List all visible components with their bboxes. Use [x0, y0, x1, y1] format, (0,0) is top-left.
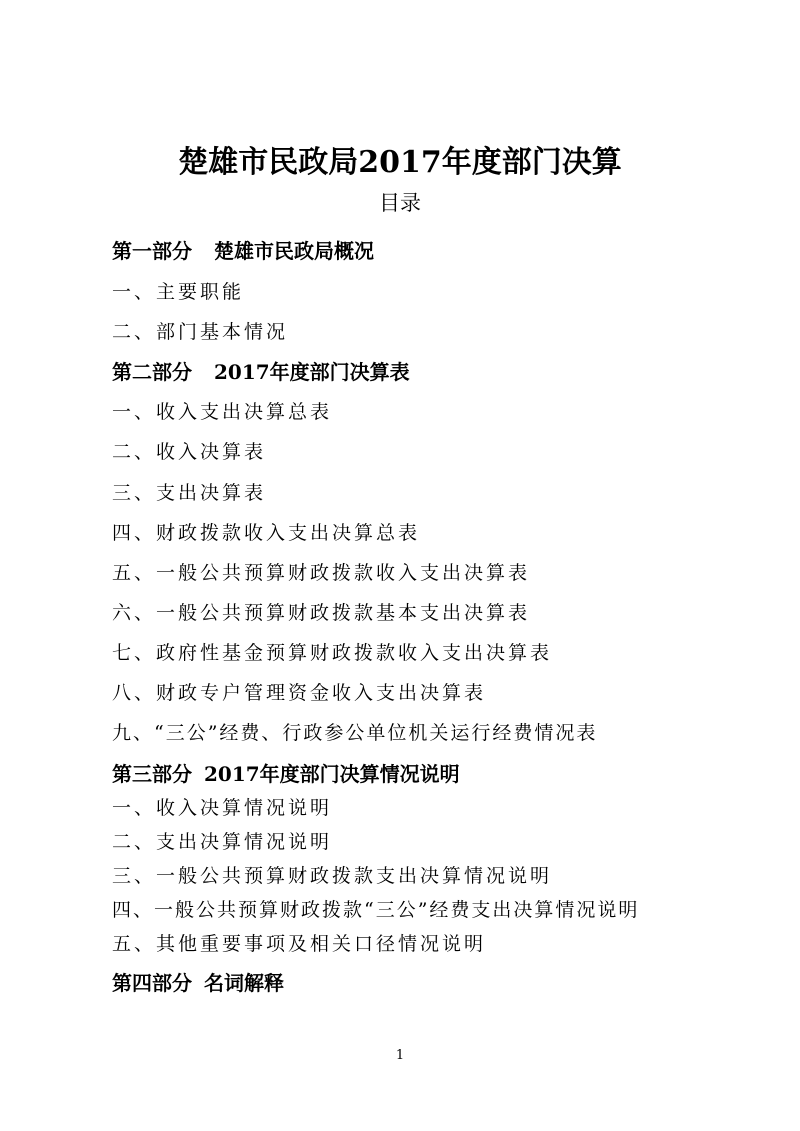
part2-item-9: 九、“三公”经费、行政参公单位机关运行经费情况表: [112, 722, 598, 744]
part1-heading: [112, 236, 374, 266]
part4-title: 名词解释: [204, 971, 284, 995]
part2-item-4: 四、财政拨款收入支出决算总表: [112, 522, 421, 544]
part2-item-1: 一、收入支出决算总表: [112, 401, 333, 423]
part3-item-5: 五、其他重要事项及相关口径情况说明: [112, 933, 487, 955]
part2-item-8: 八、财政专户管理资金收入支出决算表: [112, 682, 487, 704]
part2-label: 第二部分: [112, 360, 192, 384]
part2-item-3: 三、支出决算表: [112, 482, 267, 504]
part2-title: 2017年度部门决算表: [214, 360, 410, 384]
part4-label: 第四部分: [112, 971, 192, 995]
part2-item-5: 五、一般公共预算财政拨款收入支出决算表: [112, 562, 531, 584]
document-subtitle: 目录: [379, 191, 421, 215]
part3-item-2: 二、支出决算情况说明: [112, 831, 333, 853]
part2-item-2: 二、收入决算表: [112, 441, 267, 463]
page-number: 1: [395, 1048, 405, 1063]
part4-heading: [112, 968, 284, 998]
part3-item-4: 四、一般公共预算财政拨款“三公”经费支出决算情况说明: [112, 899, 640, 921]
part1-item-1: 一、主要职能: [112, 281, 245, 303]
part3-item-3: 三、一般公共预算财政拨款支出决算情况说明: [112, 865, 553, 887]
part3-label: 第三部分: [112, 762, 192, 786]
part1-item-2: 二、部门基本情况: [112, 321, 289, 343]
part3-title: 2017年度部门决算情况说明: [204, 762, 460, 786]
part2-item-7: 七、政府性基金预算财政拨款收入支出决算表: [112, 642, 553, 664]
part1-title: 楚雄市民政局概况: [214, 239, 374, 263]
part2-heading: [112, 357, 410, 387]
part3-item-1: 一、收入决算情况说明: [112, 797, 333, 819]
document-title: 楚雄市民政局2017年度部门决算: [178, 145, 622, 180]
part1-label: 第一部分: [112, 239, 192, 263]
part3-heading: [112, 759, 460, 789]
part2-item-6: 六、一般公共预算财政拨款基本支出决算表: [112, 602, 531, 624]
